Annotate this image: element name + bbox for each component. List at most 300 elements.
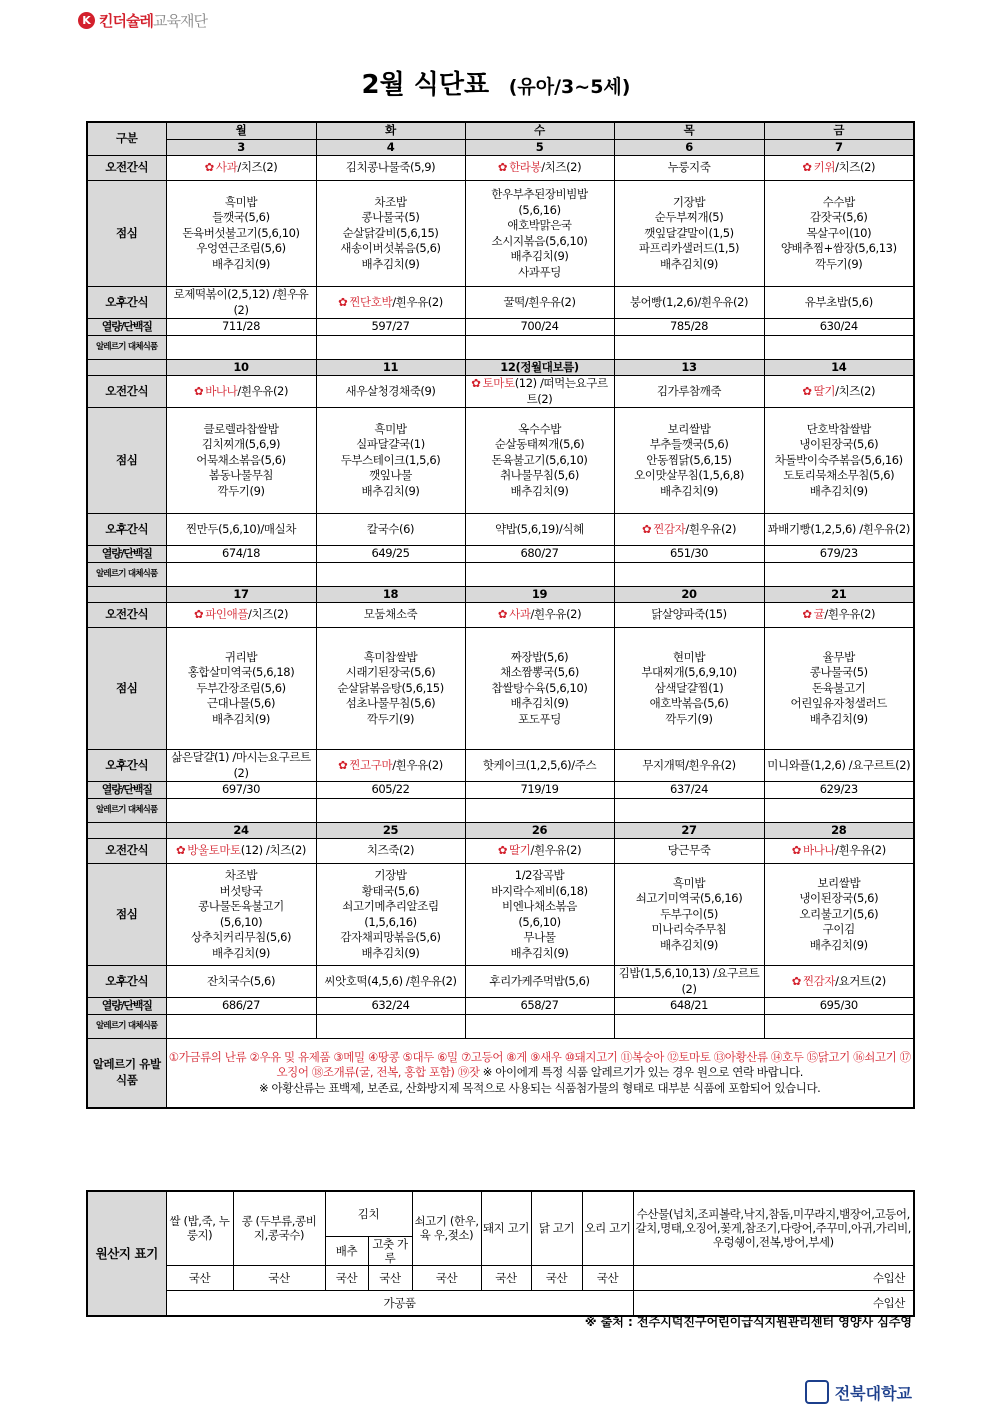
- pm-snack-cell: [166, 966, 316, 998]
- energy-cell: 597/27: [316, 319, 465, 336]
- lunch-item: 구이김: [822, 922, 855, 937]
- menu-row: [87, 839, 914, 864]
- pm-snack-label: 오후간식: [87, 287, 166, 319]
- pm-snack-cell: [316, 287, 465, 319]
- snack-highlight: 방울토마토: [187, 843, 241, 858]
- snack-highlight: 파인애플: [205, 607, 249, 622]
- am-snack-cell: [465, 603, 614, 628]
- origin-pepper-label: 고춧 가루: [368, 1236, 412, 1265]
- snack-text: 핫케이크(1,2,5,6)/주스: [482, 757, 597, 772]
- menu-row: [87, 603, 914, 628]
- lunch-item: 돈육버섯불고기(5,6,10): [182, 225, 300, 240]
- lunch-item: 안동찜닭(5,6,15): [646, 452, 732, 467]
- date-cell: 20: [614, 586, 764, 603]
- alt-food-cell: [465, 1014, 614, 1038]
- lunch-item: 파프리카샐러드(1,5): [638, 241, 740, 256]
- pm-snack-cell: [465, 966, 614, 998]
- origin-seafood-value: 수입산: [633, 1265, 914, 1290]
- menu-row: [87, 359, 914, 376]
- lunch-item: 깍두기(9): [665, 711, 713, 726]
- snack-highlight: 찐고구마: [349, 757, 393, 772]
- date-cell: 24: [166, 822, 316, 839]
- origin-beef-value: 국산: [412, 1265, 481, 1290]
- alt-food-label: 알레르기 대체식품: [87, 562, 166, 586]
- flower-icon: ✿: [802, 160, 812, 175]
- date-cell: 12(정월대보름): [465, 359, 614, 376]
- lunch-cell: [764, 628, 914, 750]
- menu-row: [87, 156, 914, 181]
- menu-row: [87, 546, 914, 563]
- energy-label: 열량/단백질: [87, 546, 166, 563]
- am-snack-cell: [316, 376, 465, 408]
- lunch-item: 배추김치(9): [510, 249, 569, 263]
- lunch-item: 어린잎유자청샐러드: [790, 696, 887, 711]
- alt-food-label: 알레르기 대체식품: [87, 335, 166, 359]
- lunch-item: 배추김치(9): [361, 256, 420, 271]
- lunch-item: 한우부추된장비빔밥: [491, 187, 588, 201]
- lunch-item: 배추김치(9): [510, 945, 569, 960]
- lunch-label: 점심: [87, 181, 166, 287]
- date-cell: 26: [465, 822, 614, 839]
- flower-icon: ✿: [175, 843, 186, 858]
- energy-cell: 648/21: [614, 998, 764, 1015]
- lunch-item: 두부간장조림(5,6): [196, 680, 286, 695]
- date-cell: 25: [316, 822, 465, 839]
- lunch-item: 깍두기(9): [815, 256, 863, 271]
- alt-food-cell: [465, 562, 614, 586]
- lunch-item: 애호박맑은국: [507, 218, 572, 232]
- snack-text: (12) /떠먹는요구르트(2): [514, 376, 608, 406]
- flower-icon: ✿: [204, 160, 214, 175]
- energy-cell: 680/27: [465, 546, 614, 563]
- alt-food-cell: [166, 335, 316, 359]
- pm-snack-cell: [166, 514, 316, 546]
- flower-icon: ✿: [497, 843, 508, 858]
- snack-text: 김밥(1,5,6,10,13) /요구르트(2): [618, 966, 760, 996]
- lunch-item: 1/2잡곡밥: [514, 868, 565, 882]
- am-snack-cell: [166, 156, 316, 181]
- lunch-item: 사과푸딩: [518, 264, 561, 279]
- am-snack-cell: [614, 376, 764, 408]
- lunch-item: 애호박볶음(5,6): [649, 696, 729, 711]
- pm-snack-cell: [614, 750, 764, 782]
- alt-food-cell: [614, 335, 764, 359]
- allergy-note-2: ※ 아황산류는 표백제, 보존료, 산화방지제 목적으로 사용되는 식품첨가물의 형태로 대부분 식품에 포함되어 있습니다.: [259, 1080, 821, 1095]
- pm-snack-cell: [166, 287, 316, 319]
- day-header: 목: [614, 122, 764, 139]
- snack-text: 후리가케주먹밥(5,6): [489, 973, 590, 988]
- lunch-item: 배추김치(9): [660, 483, 718, 498]
- lunch-cell: [166, 864, 316, 966]
- origin-pork-value: 국산: [481, 1265, 531, 1290]
- lunch-item: 섬초나물무침(5,6): [345, 696, 436, 711]
- lunch-item: 깻잎나물: [369, 468, 412, 483]
- alt-food-cell: [166, 798, 316, 822]
- alt-food-cell: [465, 335, 614, 359]
- snack-text: /치즈(2): [248, 607, 289, 622]
- date-row-label: [87, 359, 166, 376]
- snack-text: 꿀떡/흰우유(2): [503, 294, 576, 309]
- snack-text: 잔치국수(5,6): [206, 973, 276, 988]
- am-snack-cell: [764, 603, 914, 628]
- alt-food-cell: [166, 562, 316, 586]
- energy-cell: 719/19: [465, 782, 614, 799]
- am-snack-cell: [614, 156, 764, 181]
- alt-food-label: 알레르기 대체식품: [87, 1014, 166, 1038]
- lunch-item: 오이맛살무침(1,5,6,8): [634, 468, 744, 483]
- flower-icon: ✿: [497, 607, 508, 622]
- snack-highlight: 사과: [509, 607, 531, 622]
- lunch-item: 봄동나물무침: [208, 468, 274, 483]
- origin-label: 원산지 표기: [87, 1191, 166, 1316]
- am-snack-cell: [316, 839, 465, 864]
- alt-food-cell: [764, 1014, 914, 1038]
- snack-text: 미니와플(1,2,6) /요구르트(2): [767, 757, 911, 772]
- snack-text: 찐만두(5,6,10)/매실차: [185, 521, 297, 536]
- snack-text: (12) /치즈(2): [240, 843, 307, 858]
- alt-food-cell: [614, 1014, 764, 1038]
- menu-row: [87, 562, 914, 586]
- lunch-cell: [764, 408, 914, 514]
- lunch-cell: [614, 628, 764, 750]
- lunch-item: 깍두기(9): [217, 483, 265, 498]
- lunch-item: 깍두기(9): [366, 711, 415, 726]
- lunch-item: 차조밥: [224, 868, 258, 882]
- alt-food-cell: [614, 798, 764, 822]
- snack-highlight: 바나나: [802, 843, 836, 858]
- snack-text: /치즈(2): [237, 160, 278, 175]
- lunch-cell: [316, 181, 465, 287]
- energy-cell: 679/23: [764, 546, 914, 563]
- snack-highlight: 키위: [813, 160, 836, 175]
- lunch-item: 옥수수밥: [518, 421, 561, 436]
- lunch-item: 실파달걀국(1): [356, 437, 425, 452]
- lunch-item: 돈육불고기: [811, 680, 866, 695]
- date-cell: 7: [764, 139, 914, 156]
- date-cell: 5: [465, 139, 614, 156]
- menu-row: [87, 628, 914, 750]
- origin-chicken-value: 국산: [531, 1265, 582, 1290]
- snack-text: /흰우유(2): [392, 294, 443, 309]
- date-cell: 17: [166, 586, 316, 603]
- pm-snack-cell: [316, 750, 465, 782]
- lunch-item: 양배추찜+쌈장(5,6,13): [780, 241, 897, 256]
- lunch-item: 미나리숙주무침: [651, 922, 727, 937]
- flower-icon: ✿: [338, 294, 348, 309]
- date-cell: 21: [764, 586, 914, 603]
- lunch-item: (5,6,10): [518, 914, 561, 929]
- snack-text: 꽈배기빵(1,2,5,6) /흰우유(2): [767, 521, 910, 536]
- alt-food-cell: [764, 335, 914, 359]
- am-snack-cell: [614, 603, 764, 628]
- am-snack-cell: [316, 603, 465, 628]
- lunch-item: 어묵채소볶음(5,6): [196, 452, 286, 467]
- am-snack-cell: [166, 839, 316, 864]
- origin-rice-label: 쌀 (밥,죽, 누룽지): [166, 1191, 233, 1265]
- date-row-label: [87, 586, 166, 603]
- lunch-cell: [614, 864, 764, 966]
- energy-cell: 605/22: [316, 782, 465, 799]
- am-snack-cell: [614, 839, 764, 864]
- flower-icon: ✿: [802, 383, 812, 398]
- date-cell: 18: [316, 586, 465, 603]
- menu-row: [87, 139, 914, 156]
- energy-cell: 632/24: [316, 998, 465, 1015]
- snack-text: /흰우유(2): [835, 843, 886, 858]
- origin-bean-value: 국산: [233, 1265, 325, 1290]
- menu-row: [87, 750, 914, 782]
- snack-text: 닭살양파죽(15): [651, 607, 727, 622]
- menu-row: [87, 1038, 914, 1108]
- pm-snack-label: 오후간식: [87, 750, 166, 782]
- snack-text: /치즈(2): [835, 383, 876, 398]
- lunch-item: 순두부찌개(5): [654, 210, 724, 225]
- snack-text: /흰우유(2): [824, 607, 876, 622]
- university-emblem-icon: [805, 1380, 829, 1404]
- lunch-item: 배추김치(9): [361, 945, 420, 960]
- lunch-item: (5,6,10): [219, 914, 263, 929]
- pm-snack-cell: [614, 287, 764, 319]
- energy-cell: 651/30: [614, 546, 764, 563]
- origin-cabbage-value: 국산: [325, 1265, 368, 1290]
- lunch-item: 우엉연근조림(5,6): [196, 241, 286, 256]
- lunch-item: (1,5,6,16): [364, 914, 417, 929]
- origin-bean-label: 콩 (두부류,콩비 지,콩국수): [233, 1191, 325, 1265]
- pm-snack-cell: [764, 287, 914, 319]
- lunch-item: 오리불고기(5,6): [799, 906, 879, 921]
- alt-food-cell: [764, 562, 914, 586]
- menu-row: [87, 514, 914, 546]
- pm-snack-cell: [465, 287, 614, 319]
- pm-snack-cell: [316, 966, 465, 998]
- alt-food-cell: [316, 562, 465, 586]
- menu-row: [87, 966, 914, 998]
- snack-highlight: 사과: [215, 160, 238, 175]
- am-snack-label: 오전간식: [87, 839, 166, 864]
- lunch-item: 흑미밥: [672, 875, 706, 890]
- lunch-item: 클로렐라찹쌀밥: [203, 421, 279, 436]
- pm-snack-cell: [465, 514, 614, 546]
- date-cell: 11: [316, 359, 465, 376]
- am-snack-label: 오전간식: [87, 156, 166, 181]
- pm-snack-cell: [614, 966, 764, 998]
- lunch-item: 배추김치(9): [212, 945, 270, 960]
- lunch-item: 부대찌개(5,6,9,10): [641, 665, 737, 680]
- lunch-item: 보리쌀밥: [667, 421, 711, 436]
- flower-icon: ✿: [471, 376, 481, 390]
- pm-snack-cell: [465, 750, 614, 782]
- lunch-item: 두부구이(5): [660, 906, 718, 921]
- am-snack-label: 오전간식: [87, 376, 166, 408]
- snack-text: /치즈(2): [541, 160, 582, 175]
- menu-row: [87, 376, 914, 408]
- pm-snack-cell: [764, 966, 914, 998]
- snack-highlight: 찐감자: [802, 973, 836, 988]
- lunch-cell: [316, 628, 465, 750]
- allergy-label: 알레르기 유발식품: [87, 1038, 166, 1108]
- snack-text: 씨앗호떡(4,5,6) /흰우유(2): [324, 973, 457, 988]
- lunch-item: 콩나물국(5): [361, 210, 420, 225]
- origin-rice-value: 국산: [166, 1265, 233, 1290]
- menu-table: [86, 121, 915, 1109]
- lunch-item: 감잣국(5,6): [810, 210, 868, 225]
- snack-highlight: 딸기: [813, 383, 836, 398]
- lunch-item: 흑미밥: [374, 421, 407, 436]
- category-header: 구분: [87, 122, 166, 156]
- snack-text: 김가루참깨죽: [656, 383, 722, 398]
- snack-highlight: 찐감자: [653, 521, 686, 536]
- lunch-cell: [166, 408, 316, 514]
- date-cell: 6: [614, 139, 764, 156]
- lunch-cell: [465, 181, 614, 287]
- energy-label: 열량/단백질: [87, 319, 166, 336]
- origin-beef-label: 쇠고기 (한우,육 우,젖소): [412, 1191, 481, 1265]
- k-logo-icon: K: [78, 12, 95, 29]
- pm-snack-cell: [764, 750, 914, 782]
- menu-row: [87, 181, 914, 287]
- date-cell: 27: [614, 822, 764, 839]
- lunch-item: 배추김치(9): [510, 483, 569, 498]
- am-snack-cell: [465, 839, 614, 864]
- lunch-item: 쇠고기메추리알조림: [342, 899, 439, 913]
- lunch-item: 배추김치(9): [809, 937, 868, 952]
- energy-cell: 674/18: [166, 546, 316, 563]
- menu-row: [87, 864, 914, 966]
- snack-highlight: 한라봉: [509, 160, 542, 175]
- snack-highlight: 귤: [813, 607, 825, 622]
- lunch-item: 찹쌀탕수육(5,6,10): [491, 680, 588, 695]
- am-snack-label: 오전간식: [87, 603, 166, 628]
- date-cell: 28: [764, 822, 914, 839]
- snack-highlight: 찐단호박: [349, 294, 393, 309]
- lunch-item: 순살동태찌개(5,6): [494, 437, 585, 452]
- snack-text: /흰우유(2): [685, 521, 737, 536]
- energy-cell: 630/24: [764, 319, 914, 336]
- flower-icon: ✿: [193, 607, 204, 622]
- menu-row: [87, 998, 914, 1015]
- lunch-item: 채소짬뽕국(5,6): [500, 665, 579, 680]
- alt-food-label: 알레르기 대체식품: [87, 798, 166, 822]
- snack-highlight: 토마토: [482, 376, 515, 390]
- lunch-cell: [465, 628, 614, 750]
- lunch-item: 김치찌개(5,6,9): [201, 437, 281, 452]
- lunch-item: 깻잎달걀말이(1,5): [644, 225, 734, 240]
- lunch-item: 근대나물(5,6): [206, 696, 276, 711]
- day-header: 수: [465, 122, 614, 139]
- am-snack-cell: [764, 156, 914, 181]
- origin-table: [86, 1190, 915, 1317]
- snack-text: 당근무죽: [667, 843, 711, 858]
- am-snack-cell: [166, 376, 316, 408]
- lunch-cell: [316, 408, 465, 514]
- snack-highlight: 딸기: [509, 843, 531, 858]
- energy-cell: 785/28: [614, 319, 764, 336]
- energy-cell: 658/27: [465, 998, 614, 1015]
- pm-snack-cell: [764, 514, 914, 546]
- flower-icon: ✿: [641, 521, 652, 536]
- title-main: 2월 식단표: [361, 70, 490, 100]
- title-age: (유아/3~5세): [508, 76, 631, 98]
- day-header: 금: [764, 122, 914, 139]
- lunch-item: 삼색달걀찜(1): [654, 680, 724, 695]
- lunch-item: 두부스테이크(1,5,6): [340, 452, 441, 467]
- pm-snack-cell: [614, 514, 764, 546]
- alt-food-cell: [465, 798, 614, 822]
- snack-text: 로제떡볶이(2,5,12) /흰우유(2): [173, 287, 309, 317]
- snack-text: 삶은달걀(1) /마시는요구르트(2): [171, 750, 311, 780]
- lunch-item: 부추들깻국(5,6): [649, 437, 729, 452]
- snack-text: 모둠채소죽: [363, 607, 418, 622]
- source-note: ※ 출처 : 전주시덕진구어린이급식지원관리센터 영양사 심주영: [584, 1315, 912, 1329]
- lunch-item: (5,6,16): [518, 202, 561, 217]
- lunch-item: 배추김치(9): [361, 483, 420, 498]
- lunch-item: 배추김치(9): [212, 256, 270, 271]
- origin-duck-value: 국산: [582, 1265, 633, 1290]
- energy-cell: 695/30: [764, 998, 914, 1015]
- lunch-item: 들깻국(5,6): [212, 210, 270, 225]
- flower-icon: ✿: [193, 383, 204, 398]
- lunch-item: 기장밥: [374, 868, 407, 882]
- menu-row: [87, 798, 914, 822]
- date-cell: 10: [166, 359, 316, 376]
- flower-icon: ✿: [791, 973, 801, 988]
- date-cell: 3: [166, 139, 316, 156]
- lunch-item: 차조밥: [374, 194, 407, 209]
- lunch-item: 짜장밥(5,6): [510, 649, 569, 664]
- snack-text: /요거트(2): [835, 973, 886, 988]
- snack-text: 새우살청경채죽(9): [345, 383, 436, 398]
- lunch-cell: [166, 181, 316, 287]
- logo-sub: 교육재단: [152, 12, 207, 30]
- lunch-item: 보리쌀밥: [817, 875, 861, 890]
- snack-text: 유부초밥(5,6): [804, 294, 873, 309]
- lunch-cell: [614, 181, 764, 287]
- lunch-item: 순살닭갈비(5,6,15): [342, 225, 439, 240]
- am-snack-cell: [764, 376, 914, 408]
- lunch-item: 배추김치(9): [809, 483, 868, 498]
- snack-highlight: 바나나: [205, 383, 238, 398]
- energy-cell: 637/24: [614, 782, 764, 799]
- origin-pork-label: 돼지 고기: [481, 1191, 531, 1265]
- lunch-item: 배추김치(9): [510, 696, 569, 711]
- lunch-item: 새송이버섯볶음(5,6): [340, 241, 441, 256]
- origin-processed-value: 수입산: [633, 1290, 914, 1316]
- snack-text: 치즈죽(2): [366, 843, 415, 858]
- am-snack-cell: [764, 839, 914, 864]
- lunch-item: 홍합살미역국(5,6,18): [187, 665, 295, 680]
- origin-chicken-label: 닭 고기: [531, 1191, 582, 1265]
- snack-text: 칼국수(6): [366, 521, 415, 536]
- pm-snack-cell: [166, 750, 316, 782]
- lunch-item: 차돌박이숙주볶음(5,6,16): [774, 452, 903, 467]
- date-row-label: [87, 822, 166, 839]
- snack-text: /흰우유(2): [237, 383, 289, 398]
- lunch-item: 기장밥: [672, 194, 706, 209]
- lunch-cell: [465, 864, 614, 966]
- flower-icon: ✿: [802, 607, 812, 622]
- alt-food-cell: [316, 1014, 465, 1038]
- origin-kimchi-label: 김치: [325, 1191, 412, 1236]
- lunch-item: 흑미찹쌀밥: [363, 649, 418, 664]
- menu-row: [87, 586, 914, 603]
- am-snack-cell: [465, 156, 614, 181]
- allergy-list: ①가금류의 난류 ②우유 및 유제품 ③메밀 ④땅콩 ⑤대두 ⑥밀 ⑦고등어 ⑧게 ⑨새우 ⑩돼지고기 ⑪복숭아 ⑫토마토 ⑬아황산류 ⑭호두 ⑮닭고기 ⑯쇠고기 ⑰오징어 ⑱조개류(굴, 전복, 홍합 포함) ⑲잣: [168, 1049, 911, 1079]
- lunch-item: 감자채피망볶음(5,6): [340, 930, 441, 944]
- lunch-cell: [764, 181, 914, 287]
- lunch-cell: [166, 628, 316, 750]
- snack-text: /흰우유(2): [530, 843, 582, 858]
- menu-row: [87, 122, 914, 139]
